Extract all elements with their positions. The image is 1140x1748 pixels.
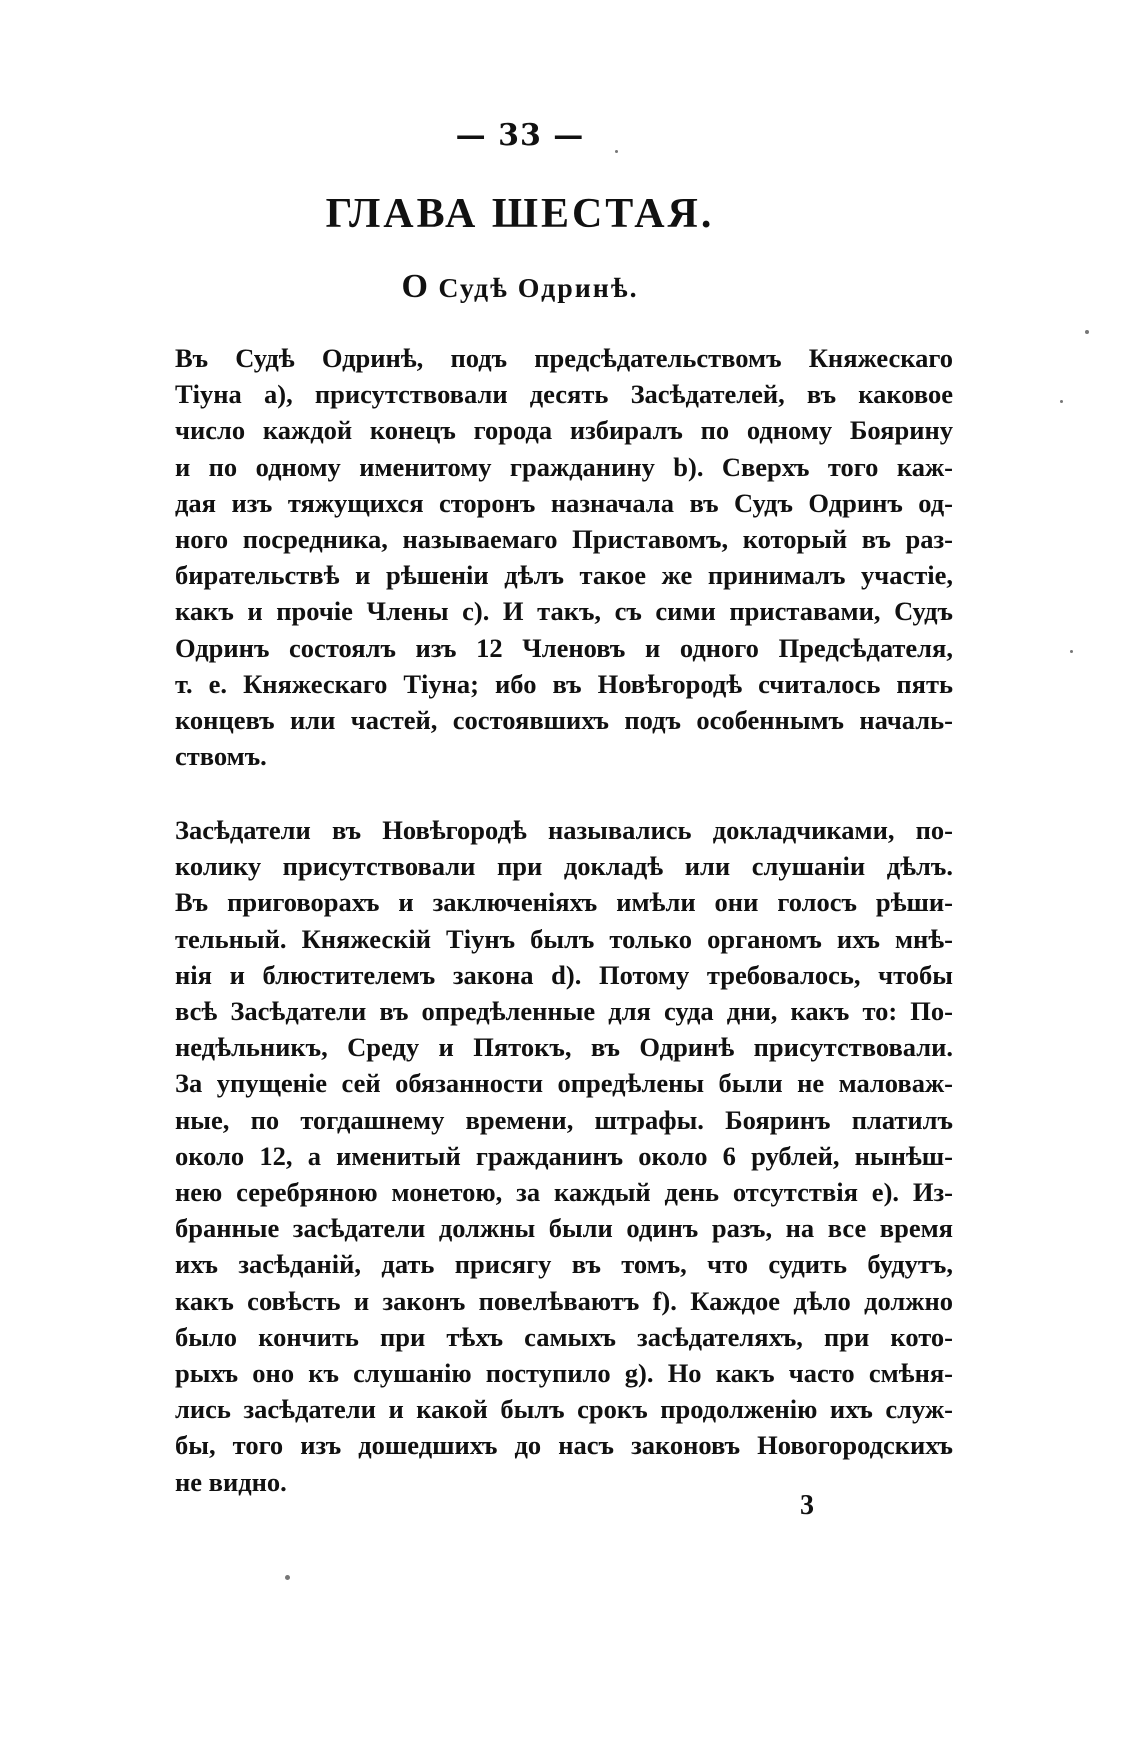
paragraph-2-line: было кончить при тѣхъ самыхъ засѣдателяхъ, при кото- bbox=[175, 1321, 953, 1352]
paragraph-2-line: ихъ засѣданій, дать присягу въ томъ, что судить будутъ, bbox=[175, 1249, 953, 1280]
chapter-title: ГЛАВА ШЕСТАЯ. bbox=[325, 191, 715, 237]
paragraph-1-line: концевъ или частей, состоявшихъ подъ особеннымъ началь- bbox=[175, 705, 953, 736]
section-title bbox=[0, 268, 1040, 306]
paragraph-1-line: Тіуна а), присутствовали десять Засѣдателей, въ каковое bbox=[175, 379, 953, 410]
paragraph-2-line: какъ совѣсть и законъ повелѣваютъ f). Каждое дѣло должно bbox=[175, 1285, 953, 1316]
paragraph-2-line: тельный. Княжескій Тіунъ былъ только органомъ ихъ мнѣ- bbox=[175, 923, 953, 954]
paragraph-2-line: Засѣдатели въ Новѣгородѣ назывались докладчиками, по- bbox=[175, 815, 953, 845]
paragraph-2 bbox=[175, 812, 953, 1500]
scan-speck bbox=[615, 150, 618, 153]
paragraph-2-line: бранные засѣдатели должны были одинъ разъ, на все время bbox=[175, 1213, 953, 1244]
paragraph-2-line: недѣльникъ, Среду и Пятокъ, въ Одринѣ присутствовали. bbox=[175, 1032, 953, 1063]
paragraph-1-line: бирательствѣ и рѣшеніи дѣлъ такое же принималъ участіе, bbox=[175, 560, 953, 591]
scan-speck bbox=[285, 1575, 290, 1580]
paragraph-2-line: бы, того изъ дошедшихъ до насъ законовъ Новогородскихъ bbox=[175, 1430, 953, 1461]
scan-speck bbox=[1060, 400, 1063, 403]
scan-speck bbox=[1085, 330, 1089, 334]
paragraph-2-line: ные, по тогдашнему времени, штрафы. Бояринъ платилъ bbox=[175, 1104, 953, 1135]
paragraph-2-line: Въ приговорахъ и заключеніяхъ имѣли они голосъ рѣши- bbox=[175, 887, 953, 918]
paragraph-1-line: Одринъ состоялъ изъ 12 Членовъ и одного Предсѣдателя, bbox=[175, 632, 953, 663]
paragraph-2-line: нею серебряною монетою, за каждый день отсутствія е). Из- bbox=[175, 1177, 953, 1208]
section-title-rest: Судѣ Одринѣ. bbox=[438, 273, 639, 304]
paragraph-1-line: ствомъ. bbox=[175, 741, 267, 772]
paragraph-1-line: ного посредника, называемаго Приставомъ, который въ раз- bbox=[175, 524, 953, 555]
paragraph-2-line: За упущеніе сей обязанности опредѣлены были не маловаж- bbox=[175, 1068, 953, 1099]
paragraph-2-line: лись засѣдатели и какой былъ срокъ продолженію ихъ служ- bbox=[175, 1394, 953, 1425]
section-title-initial: О bbox=[401, 268, 429, 305]
page-number: — 33 — bbox=[455, 118, 585, 153]
signature-mark: 3 bbox=[800, 1490, 814, 1521]
paragraph-1-line: число каждой конецъ города избиралъ по одному Боярину bbox=[175, 415, 953, 446]
paragraph-1 bbox=[175, 340, 953, 774]
paragraph-2-line: около 12, а именитый гражданинъ около 6 рублей, нынѣш- bbox=[175, 1140, 953, 1171]
paragraph-1-line: т. е. Княжескаго Тіуна; ибо въ Новѣгородѣ считалось пять bbox=[175, 668, 953, 699]
paragraph-2-line: рыхъ оно къ слушанію поступило g). Но какъ часто смѣня- bbox=[175, 1358, 953, 1389]
paragraph-1-line: какъ и прочіе Члены с). И такъ, съ сими приставами, Судъ bbox=[175, 596, 953, 627]
paragraph-2-line: не видно. bbox=[175, 1466, 287, 1497]
paragraph-1-line: и по одному именитому гражданину b). Сверхъ того каж- bbox=[175, 451, 953, 482]
scan-speck bbox=[1070, 650, 1073, 653]
paragraph-1-line: дая изъ тяжущихся сторонъ назначала въ Судъ Одринъ од- bbox=[175, 487, 953, 518]
paragraph-2-line: колику присутствовали при докладѣ или слушаніи дѣлъ. bbox=[175, 851, 953, 882]
paragraph-2-line: всѣ Засѣдатели въ опредѣленные для суда дни, какъ то: По- bbox=[175, 996, 953, 1027]
paragraph-1-line: Въ Судѣ Одринѣ, подъ предсѣдательствомъ Княжескаго bbox=[175, 343, 953, 373]
paragraph-2-line: нія и блюстителемъ закона d). Потому требовалось, чтобы bbox=[175, 959, 953, 990]
